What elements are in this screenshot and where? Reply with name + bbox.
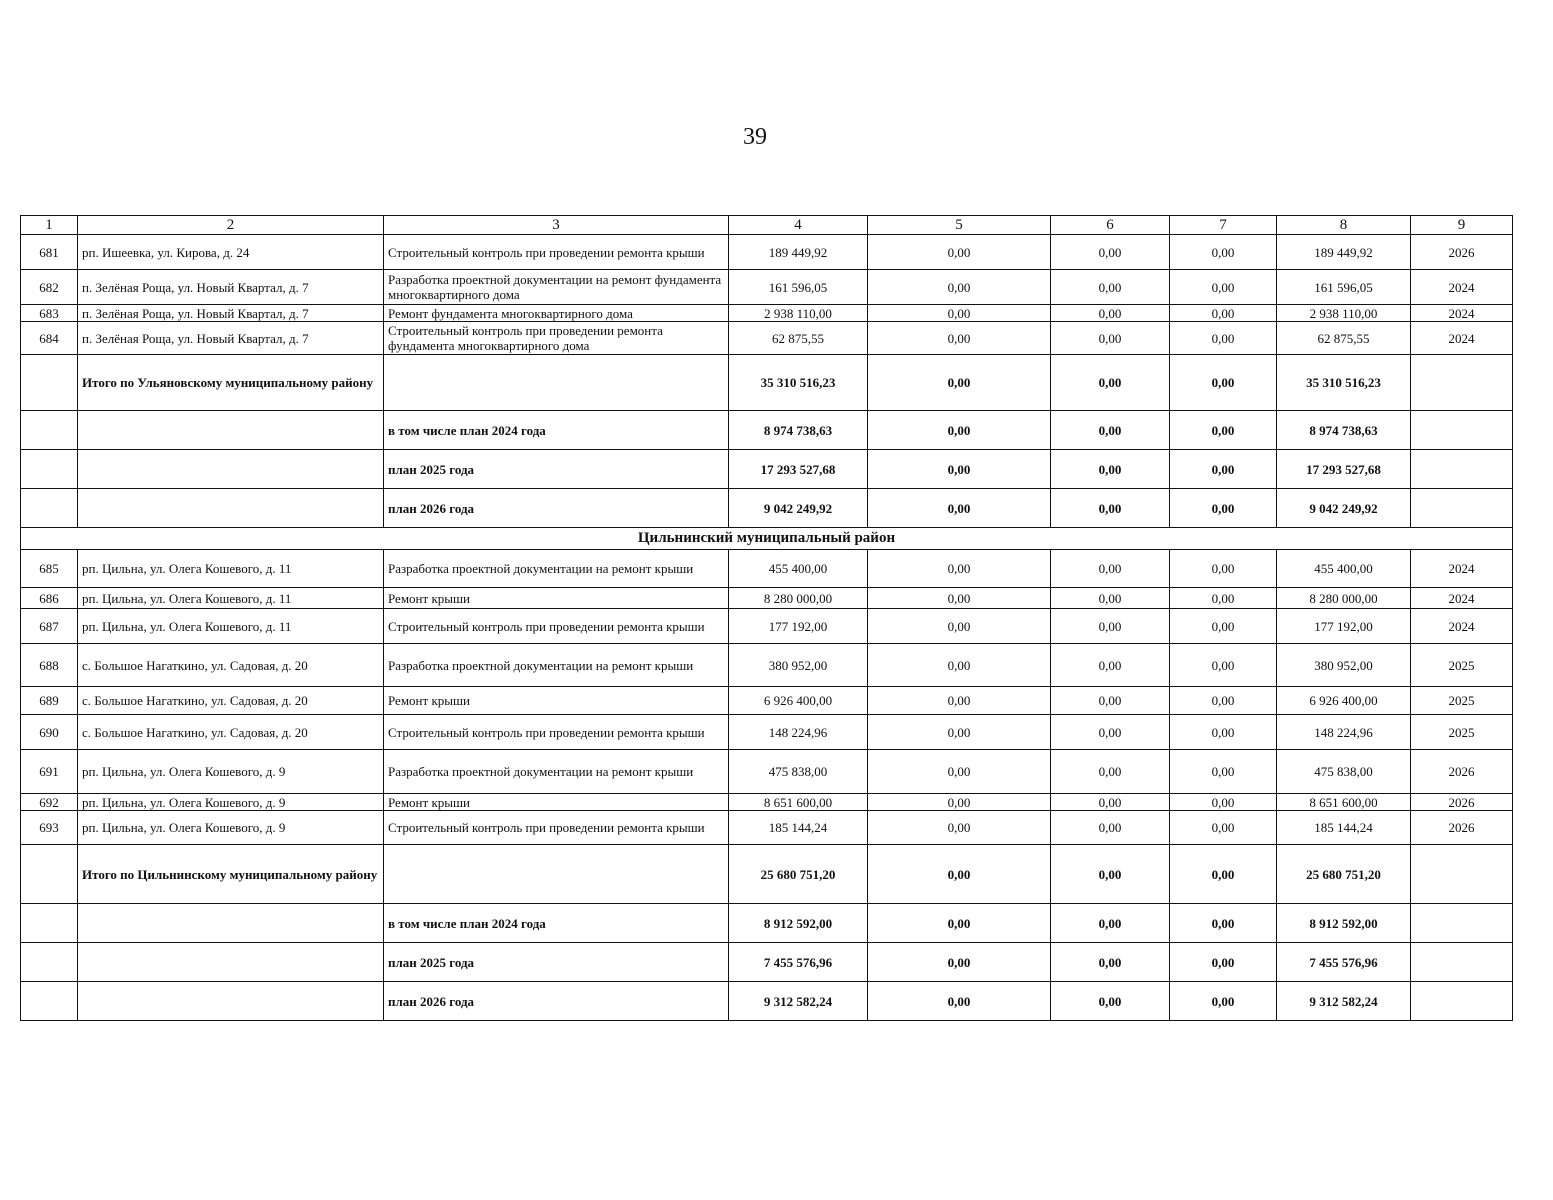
year-cell: 2026 bbox=[1411, 235, 1513, 270]
column-7-cell: 0,00 bbox=[1170, 588, 1277, 609]
column-8-cell: 148 224,96 bbox=[1277, 715, 1411, 750]
address-cell bbox=[78, 411, 384, 450]
column-5-cell: 0,00 bbox=[868, 845, 1051, 904]
work-type-cell: Разработка проектной документации на ремонт крыши bbox=[384, 750, 729, 794]
year-cell: 2026 bbox=[1411, 750, 1513, 794]
column-6-cell: 0,00 bbox=[1051, 794, 1170, 811]
work-type-cell: план 2026 года bbox=[384, 489, 729, 528]
year-cell: 2024 bbox=[1411, 270, 1513, 305]
column-header: 7 bbox=[1170, 216, 1277, 235]
column-5-cell: 0,00 bbox=[868, 235, 1051, 270]
column-8-cell: 35 310 516,23 bbox=[1277, 355, 1411, 411]
address-cell: Итого по Ульяновскому муниципальному району bbox=[78, 355, 384, 411]
address-cell: Итого по Цильнинскому муниципальному району bbox=[78, 845, 384, 904]
work-type-cell: план 2026 года bbox=[384, 982, 729, 1021]
column-6-cell: 0,00 bbox=[1051, 450, 1170, 489]
column-8-cell: 25 680 751,20 bbox=[1277, 845, 1411, 904]
cost-total-cell: 9 312 582,24 bbox=[729, 982, 868, 1021]
column-8-cell: 7 455 576,96 bbox=[1277, 943, 1411, 982]
address-cell: рп. Цильна, ул. Олега Кошевого, д. 11 bbox=[78, 550, 384, 588]
row-number-cell: 685 bbox=[21, 550, 78, 588]
column-7-cell: 0,00 bbox=[1170, 943, 1277, 982]
row-number-cell bbox=[21, 489, 78, 528]
year-cell bbox=[1411, 982, 1513, 1021]
column-5-cell: 0,00 bbox=[868, 550, 1051, 588]
address-cell: с. Большое Нагаткино, ул. Садовая, д. 20 bbox=[78, 715, 384, 750]
work-type-cell: Разработка проектной документации на ремонт фундамента многоквартирного дома bbox=[384, 270, 729, 305]
column-6-cell: 0,00 bbox=[1051, 644, 1170, 687]
work-type-cell bbox=[384, 845, 729, 904]
column-5-cell: 0,00 bbox=[868, 715, 1051, 750]
column-7-cell: 0,00 bbox=[1170, 305, 1277, 322]
year-cell bbox=[1411, 411, 1513, 450]
cost-total-cell: 185 144,24 bbox=[729, 811, 868, 845]
address-cell: рп. Ишеевка, ул. Кирова, д. 24 bbox=[78, 235, 384, 270]
column-6-cell: 0,00 bbox=[1051, 411, 1170, 450]
work-type-cell: Строительный контроль при проведении ремонта крыши bbox=[384, 811, 729, 845]
row-number-cell: 682 bbox=[21, 270, 78, 305]
column-7-cell: 0,00 bbox=[1170, 322, 1277, 355]
cost-total-cell: 8 974 738,63 bbox=[729, 411, 868, 450]
cost-total-cell: 17 293 527,68 bbox=[729, 450, 868, 489]
column-7-cell: 0,00 bbox=[1170, 644, 1277, 687]
cost-total-cell: 62 875,55 bbox=[729, 322, 868, 355]
row-number-cell bbox=[21, 845, 78, 904]
column-5-cell: 0,00 bbox=[868, 450, 1051, 489]
subtotal-row bbox=[21, 489, 1513, 528]
year-cell: 2026 bbox=[1411, 794, 1513, 811]
column-header-row bbox=[21, 216, 1513, 235]
cost-total-cell: 380 952,00 bbox=[729, 644, 868, 687]
subtotal-row bbox=[21, 904, 1513, 943]
page-number: 39 bbox=[743, 124, 767, 150]
year-cell: 2024 bbox=[1411, 322, 1513, 355]
table-row bbox=[21, 588, 1513, 609]
column-7-cell: 0,00 bbox=[1170, 811, 1277, 845]
subtotal-row bbox=[21, 982, 1513, 1021]
year-cell bbox=[1411, 355, 1513, 411]
address-cell: рп. Цильна, ул. Олега Кошевого, д. 11 bbox=[78, 588, 384, 609]
column-7-cell: 0,00 bbox=[1170, 904, 1277, 943]
row-number-cell bbox=[21, 355, 78, 411]
row-number-cell: 688 bbox=[21, 644, 78, 687]
column-7-cell: 0,00 bbox=[1170, 411, 1277, 450]
column-6-cell: 0,00 bbox=[1051, 270, 1170, 305]
column-5-cell: 0,00 bbox=[868, 305, 1051, 322]
column-7-cell: 0,00 bbox=[1170, 750, 1277, 794]
work-type-cell: Разработка проектной документации на ремонт крыши bbox=[384, 550, 729, 588]
column-5-cell: 0,00 bbox=[868, 322, 1051, 355]
column-7-cell: 0,00 bbox=[1170, 687, 1277, 715]
table-row bbox=[21, 750, 1513, 794]
cost-total-cell: 7 455 576,96 bbox=[729, 943, 868, 982]
column-6-cell: 0,00 bbox=[1051, 982, 1170, 1021]
column-5-cell: 0,00 bbox=[868, 588, 1051, 609]
work-type-cell: Строительный контроль при проведении ремонта крыши bbox=[384, 235, 729, 270]
column-8-cell: 2 938 110,00 bbox=[1277, 305, 1411, 322]
column-header: 3 bbox=[384, 216, 729, 235]
column-6-cell: 0,00 bbox=[1051, 943, 1170, 982]
column-5-cell: 0,00 bbox=[868, 943, 1051, 982]
address-cell bbox=[78, 904, 384, 943]
column-7-cell: 0,00 bbox=[1170, 982, 1277, 1021]
column-8-cell: 185 144,24 bbox=[1277, 811, 1411, 845]
year-cell: 2025 bbox=[1411, 715, 1513, 750]
column-5-cell: 0,00 bbox=[868, 355, 1051, 411]
table-body bbox=[21, 216, 1513, 1021]
subtotal-row bbox=[21, 845, 1513, 904]
cost-total-cell: 475 838,00 bbox=[729, 750, 868, 794]
year-cell: 2026 bbox=[1411, 811, 1513, 845]
table-row bbox=[21, 550, 1513, 588]
column-header: 9 bbox=[1411, 216, 1513, 235]
cost-total-cell: 455 400,00 bbox=[729, 550, 868, 588]
column-8-cell: 8 280 000,00 bbox=[1277, 588, 1411, 609]
district-title: Цильнинский муниципальный район bbox=[21, 528, 1513, 550]
cost-total-cell: 25 680 751,20 bbox=[729, 845, 868, 904]
column-7-cell: 0,00 bbox=[1170, 355, 1277, 411]
repair-plan-table bbox=[20, 215, 1513, 1021]
row-number-cell bbox=[21, 411, 78, 450]
work-type-cell: Ремонт фундамента многоквартирного дома bbox=[384, 305, 729, 322]
district-header-row bbox=[21, 528, 1513, 550]
column-header: 4 bbox=[729, 216, 868, 235]
column-5-cell: 0,00 bbox=[868, 750, 1051, 794]
cost-total-cell: 9 042 249,92 bbox=[729, 489, 868, 528]
column-6-cell: 0,00 bbox=[1051, 609, 1170, 644]
cost-total-cell: 8 912 592,00 bbox=[729, 904, 868, 943]
column-6-cell: 0,00 bbox=[1051, 588, 1170, 609]
year-cell: 2024 bbox=[1411, 305, 1513, 322]
year-cell bbox=[1411, 904, 1513, 943]
column-8-cell: 9 042 249,92 bbox=[1277, 489, 1411, 528]
work-type-cell: план 2025 года bbox=[384, 450, 729, 489]
table-row bbox=[21, 715, 1513, 750]
column-7-cell: 0,00 bbox=[1170, 450, 1277, 489]
year-cell: 2025 bbox=[1411, 644, 1513, 687]
address-cell: рп. Цильна, ул. Олега Кошевого, д. 9 bbox=[78, 811, 384, 845]
work-type-cell: план 2025 года bbox=[384, 943, 729, 982]
work-type-cell: в том числе план 2024 года bbox=[384, 411, 729, 450]
address-cell: рп. Цильна, ул. Олега Кошевого, д. 9 bbox=[78, 794, 384, 811]
row-number-cell: 693 bbox=[21, 811, 78, 845]
row-number-cell: 689 bbox=[21, 687, 78, 715]
column-8-cell: 177 192,00 bbox=[1277, 609, 1411, 644]
row-number-cell: 687 bbox=[21, 609, 78, 644]
work-type-cell: Строительный контроль при проведении ремонта крыши bbox=[384, 715, 729, 750]
work-type-cell bbox=[384, 355, 729, 411]
year-cell: 2025 bbox=[1411, 687, 1513, 715]
cost-total-cell: 6 926 400,00 bbox=[729, 687, 868, 715]
column-5-cell: 0,00 bbox=[868, 270, 1051, 305]
subtotal-row bbox=[21, 411, 1513, 450]
year-cell bbox=[1411, 943, 1513, 982]
column-5-cell: 0,00 bbox=[868, 794, 1051, 811]
cost-total-cell: 189 449,92 bbox=[729, 235, 868, 270]
address-cell: рп. Цильна, ул. Олега Кошевого, д. 11 bbox=[78, 609, 384, 644]
column-6-cell: 0,00 bbox=[1051, 550, 1170, 588]
table-row bbox=[21, 687, 1513, 715]
column-8-cell: 189 449,92 bbox=[1277, 235, 1411, 270]
row-number-cell: 691 bbox=[21, 750, 78, 794]
column-5-cell: 0,00 bbox=[868, 644, 1051, 687]
row-number-cell bbox=[21, 982, 78, 1021]
work-type-cell: Ремонт крыши bbox=[384, 794, 729, 811]
address-cell: п. Зелёная Роща, ул. Новый Квартал, д. 7 bbox=[78, 305, 384, 322]
year-cell bbox=[1411, 845, 1513, 904]
address-cell: с. Большое Нагаткино, ул. Садовая, д. 20 bbox=[78, 687, 384, 715]
year-cell: 2024 bbox=[1411, 588, 1513, 609]
row-number-cell: 692 bbox=[21, 794, 78, 811]
year-cell bbox=[1411, 489, 1513, 528]
column-header: 1 bbox=[21, 216, 78, 235]
column-7-cell: 0,00 bbox=[1170, 794, 1277, 811]
year-cell bbox=[1411, 450, 1513, 489]
column-7-cell: 0,00 bbox=[1170, 270, 1277, 305]
cost-total-cell: 8 280 000,00 bbox=[729, 588, 868, 609]
column-7-cell: 0,00 bbox=[1170, 235, 1277, 270]
subtotal-row bbox=[21, 450, 1513, 489]
column-6-cell: 0,00 bbox=[1051, 305, 1170, 322]
column-8-cell: 161 596,05 bbox=[1277, 270, 1411, 305]
table-row bbox=[21, 794, 1513, 811]
cost-total-cell: 8 651 600,00 bbox=[729, 794, 868, 811]
column-6-cell: 0,00 bbox=[1051, 811, 1170, 845]
table-row bbox=[21, 811, 1513, 845]
column-6-cell: 0,00 bbox=[1051, 845, 1170, 904]
row-number-cell: 690 bbox=[21, 715, 78, 750]
column-5-cell: 0,00 bbox=[868, 411, 1051, 450]
column-6-cell: 0,00 bbox=[1051, 715, 1170, 750]
column-7-cell: 0,00 bbox=[1170, 550, 1277, 588]
column-5-cell: 0,00 bbox=[868, 687, 1051, 715]
column-7-cell: 0,00 bbox=[1170, 609, 1277, 644]
column-5-cell: 0,00 bbox=[868, 609, 1051, 644]
address-cell bbox=[78, 943, 384, 982]
column-6-cell: 0,00 bbox=[1051, 235, 1170, 270]
column-8-cell: 9 312 582,24 bbox=[1277, 982, 1411, 1021]
column-header: 8 bbox=[1277, 216, 1411, 235]
address-cell bbox=[78, 982, 384, 1021]
work-type-cell: Разработка проектной документации на ремонт крыши bbox=[384, 644, 729, 687]
column-5-cell: 0,00 bbox=[868, 489, 1051, 528]
work-type-cell: Строительный контроль при проведении ремонта крыши bbox=[384, 609, 729, 644]
column-6-cell: 0,00 bbox=[1051, 355, 1170, 411]
address-cell: п. Зелёная Роща, ул. Новый Квартал, д. 7 bbox=[78, 322, 384, 355]
address-cell: рп. Цильна, ул. Олега Кошевого, д. 9 bbox=[78, 750, 384, 794]
table-row bbox=[21, 609, 1513, 644]
column-7-cell: 0,00 bbox=[1170, 489, 1277, 528]
table-row bbox=[21, 235, 1513, 270]
row-number-cell bbox=[21, 943, 78, 982]
address-cell: п. Зелёная Роща, ул. Новый Квартал, д. 7 bbox=[78, 270, 384, 305]
column-5-cell: 0,00 bbox=[868, 811, 1051, 845]
table-row bbox=[21, 305, 1513, 322]
cost-total-cell: 161 596,05 bbox=[729, 270, 868, 305]
row-number-cell: 683 bbox=[21, 305, 78, 322]
column-7-cell: 0,00 bbox=[1170, 845, 1277, 904]
cost-total-cell: 35 310 516,23 bbox=[729, 355, 868, 411]
column-5-cell: 0,00 bbox=[868, 982, 1051, 1021]
column-8-cell: 62 875,55 bbox=[1277, 322, 1411, 355]
column-8-cell: 8 974 738,63 bbox=[1277, 411, 1411, 450]
row-number-cell: 686 bbox=[21, 588, 78, 609]
column-8-cell: 380 952,00 bbox=[1277, 644, 1411, 687]
column-8-cell: 17 293 527,68 bbox=[1277, 450, 1411, 489]
work-type-cell: Ремонт крыши bbox=[384, 588, 729, 609]
column-8-cell: 6 926 400,00 bbox=[1277, 687, 1411, 715]
column-header: 2 bbox=[78, 216, 384, 235]
column-header: 5 bbox=[868, 216, 1051, 235]
row-number-cell: 684 bbox=[21, 322, 78, 355]
column-8-cell: 475 838,00 bbox=[1277, 750, 1411, 794]
column-6-cell: 0,00 bbox=[1051, 750, 1170, 794]
work-type-cell: Строительный контроль при проведении ремонта фундамента многоквартирного дома bbox=[384, 322, 729, 355]
table-row bbox=[21, 322, 1513, 355]
column-6-cell: 0,00 bbox=[1051, 489, 1170, 528]
row-number-cell bbox=[21, 450, 78, 489]
column-header: 6 bbox=[1051, 216, 1170, 235]
column-6-cell: 0,00 bbox=[1051, 322, 1170, 355]
row-number-cell: 681 bbox=[21, 235, 78, 270]
column-7-cell: 0,00 bbox=[1170, 715, 1277, 750]
year-cell: 2024 bbox=[1411, 609, 1513, 644]
address-cell bbox=[78, 489, 384, 528]
column-8-cell: 8 651 600,00 bbox=[1277, 794, 1411, 811]
year-cell: 2024 bbox=[1411, 550, 1513, 588]
column-8-cell: 455 400,00 bbox=[1277, 550, 1411, 588]
cost-total-cell: 148 224,96 bbox=[729, 715, 868, 750]
column-5-cell: 0,00 bbox=[868, 904, 1051, 943]
work-type-cell: в том числе план 2024 года bbox=[384, 904, 729, 943]
cost-total-cell: 177 192,00 bbox=[729, 609, 868, 644]
address-cell: с. Большое Нагаткино, ул. Садовая, д. 20 bbox=[78, 644, 384, 687]
row-number-cell bbox=[21, 904, 78, 943]
column-8-cell: 8 912 592,00 bbox=[1277, 904, 1411, 943]
work-type-cell: Ремонт крыши bbox=[384, 687, 729, 715]
column-6-cell: 0,00 bbox=[1051, 904, 1170, 943]
table-row bbox=[21, 644, 1513, 687]
table-row bbox=[21, 270, 1513, 305]
subtotal-row bbox=[21, 943, 1513, 982]
cost-total-cell: 2 938 110,00 bbox=[729, 305, 868, 322]
address-cell bbox=[78, 450, 384, 489]
subtotal-row bbox=[21, 355, 1513, 411]
column-6-cell: 0,00 bbox=[1051, 687, 1170, 715]
